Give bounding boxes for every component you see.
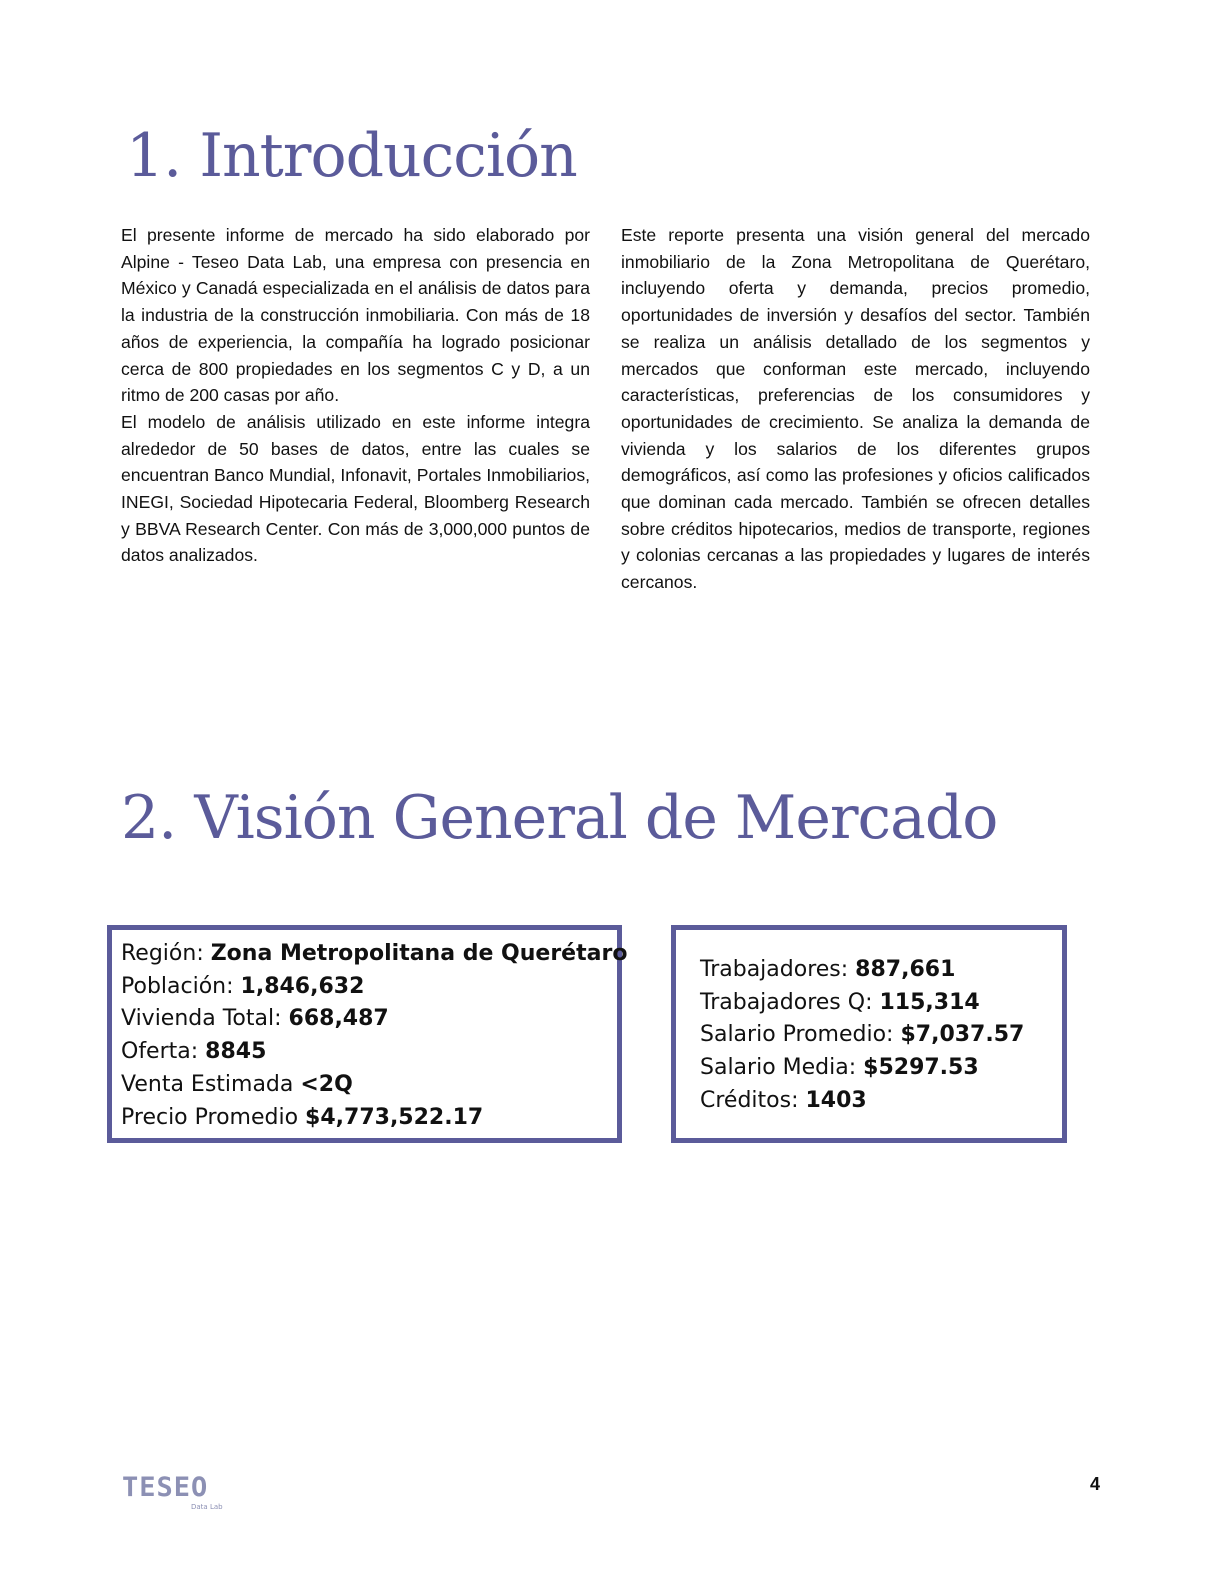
section-title-introduccion: 1. Introducción: [126, 121, 577, 191]
intro-left-paragraph: El modelo de análisis utilizado en este informe integra alrededor de 50 bases de datos, entre las cuales se encuentran Banco Mundial, Infonavit, Portales Inmobiliarios, INEGI, Sociedad Hipotecaria Federal, Bloomberg Research y BBVA Research Center. Con más de 3,000,000 puntos de datos analizados.: [121, 411, 590, 566]
intro-right-column: [621, 222, 1090, 596]
stat-trabajadores: [700, 954, 1062, 987]
stat-label: Salario Media:: [700, 1055, 864, 1081]
stat-vivienda-total: [121, 1003, 617, 1036]
stat-label: Región:: [121, 941, 211, 966]
stat-label: Trabajadores:: [700, 957, 856, 982]
stat-value: <2Q: [300, 1071, 353, 1097]
stat-poblacion: [121, 971, 617, 1004]
stat-label: Salario Promedio:: [700, 1022, 901, 1048]
stat-value: 8845: [205, 1039, 267, 1065]
stat-region: [121, 938, 628, 971]
stat-salario-media: [700, 1052, 1062, 1085]
intro-left-column: [121, 222, 590, 569]
stat-label: Oferta:: [121, 1039, 206, 1065]
logo-text: TESEO: [122, 1472, 209, 1503]
section-title-vision-general: 2. Visión General de Mercado: [121, 783, 998, 853]
page-number: 4: [1089, 1474, 1100, 1494]
intro-left-paragraph: El presente informe de mercado ha sido elaborado por Alpine - Teseo Data Lab, una empresa con presencia en México y Canadá especializada en el análisis de datos para la industria de la construcción inmobiliaria. Con más de 18 años de experiencia, la compañía ha logrado posicionar cerca de 800 propiedades en los segmentos C y D, a un ritmo de 200 casas por año.: [121, 225, 590, 406]
stat-label: Venta Estimada: [121, 1071, 301, 1097]
stat-precio-promedio: [121, 1102, 617, 1135]
stat-value: 115,314: [879, 989, 980, 1015]
stat-label: Créditos:: [700, 1087, 806, 1113]
stat-value: 1,846,632: [240, 973, 365, 999]
stat-value: $7,037.57: [900, 1022, 1025, 1048]
stat-value: 1403: [805, 1087, 867, 1113]
stat-label: Precio Promedio: [121, 1104, 306, 1130]
stat-trabajadores-q: [700, 987, 1062, 1020]
stat-value: $4,773,522.17: [305, 1104, 484, 1130]
stat-label: Vivienda Total:: [121, 1006, 289, 1032]
market-stats-box: [107, 925, 628, 1143]
stat-oferta: [121, 1036, 617, 1069]
stat-value: 668,487: [288, 1006, 389, 1032]
stat-creditos: [700, 1085, 1062, 1118]
stat-salario-promedio: [700, 1019, 1062, 1052]
stat-venta-estimada: [121, 1069, 617, 1102]
teseo-logo: [121, 1470, 231, 1514]
logo-subtext: Data Lab: [191, 1503, 223, 1511]
stat-value: 887,661: [855, 957, 956, 982]
stat-value: $5297.53: [863, 1055, 979, 1081]
intro-right-paragraph: Este reporte presenta una visión general del mercado inmobiliario de la Zona Metropolitana de Querétaro, incluyendo oferta y demanda, precios promedio, oportunidades de inversión y desafíos del sector. También se realiza un análisis detallado de los segmentos y mercados que conforman este mercado, incluyendo características, preferencias de los consumidores y oportunidades de crecimiento. Se analiza la demanda de vivienda y los salarios de los diferentes grupos demográficos, así como las profesiones y oficios calificados que dominan cada mercado. También se ofrecen detalles sobre créditos hipotecarios, medios de transporte, regiones y colonias cercanas a las propiedades y lugares de interés cercanos.: [621, 225, 1090, 593]
stat-label: Trabajadores Q:: [700, 989, 880, 1015]
stat-label: Población:: [121, 973, 241, 999]
labor-stats-box: [671, 925, 1067, 1143]
stat-value: Zona Metropolitana de Querétaro: [210, 941, 628, 966]
